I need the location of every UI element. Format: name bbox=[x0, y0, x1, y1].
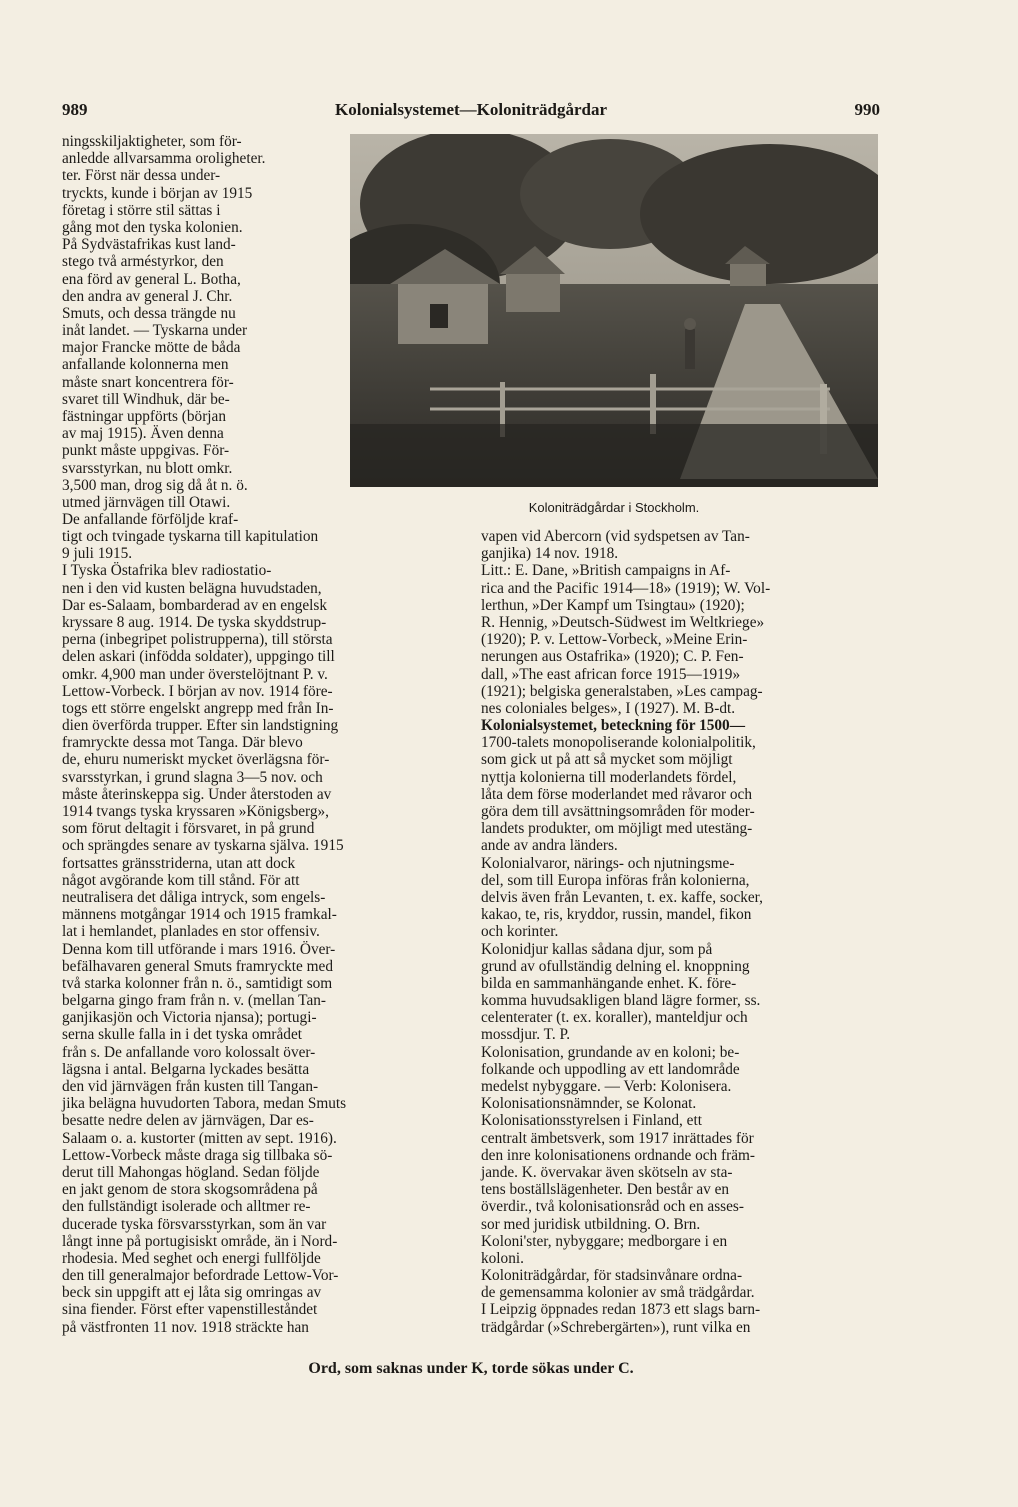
text-line: Koloniträdgårdar, för stadsinvånare ordna- bbox=[481, 1267, 743, 1285]
text-line: nyttja kolonierna till moderlandets fördel, bbox=[481, 768, 737, 786]
left-column-top bbox=[62, 133, 265, 528]
text-line: ter. Först när dessa under- bbox=[62, 167, 221, 185]
text-line: lägsna i antal. Belgarna lyckades besätta bbox=[62, 1060, 310, 1078]
text-line: serna skulle falla in i det tyska området bbox=[62, 1026, 302, 1044]
running-header bbox=[62, 100, 880, 124]
right-column bbox=[481, 528, 770, 1336]
text-line: överdir., två kolonisationsråd och en asses- bbox=[481, 1198, 744, 1216]
text-line: delvis även från Levanten, t. ex. kaffe, socker, bbox=[481, 888, 763, 906]
text-line: R. Hennig, »Deutsch-Südwest im Weltkriege» bbox=[481, 613, 765, 631]
garden-photo-illustration bbox=[350, 134, 878, 487]
text-line: tryckts, kunde i början av 1915 bbox=[62, 184, 253, 202]
text-line: befälhavaren general Smuts framryckte med bbox=[62, 957, 333, 975]
page-number-left: 989 bbox=[62, 100, 88, 119]
text-line: sina fiender. Först efter vapenstilleståndet bbox=[62, 1301, 318, 1319]
text-line: rica and the Pacific 1914—18» (1919); W. Vol- bbox=[481, 579, 771, 597]
text-line: Lettow-Vorbeck. I början av nov. 1914 före- bbox=[62, 682, 333, 700]
text-line: I Tyska Östafrika blev radiostatio- bbox=[62, 562, 272, 580]
left-column-bottom bbox=[62, 528, 346, 1336]
text-line: långt inne på portugisiskt område, än i Nord- bbox=[62, 1232, 338, 1250]
text-line: och korinter. bbox=[481, 923, 559, 941]
text-line: Salaam o. a. kustorter (mitten av sept. 1916). bbox=[62, 1129, 337, 1147]
text-line: nerungen aus Ostafrika» (1920); C. P. Fen- bbox=[481, 648, 744, 666]
text-line: den andra av general J. Chr. bbox=[62, 287, 233, 305]
text-line: ningsskiljaktigheter, som för- bbox=[62, 133, 242, 150]
text-line: omkr. 4,900 man under överstelöjtnant P. v. bbox=[62, 665, 328, 683]
text-line: De anfallande förföljde kraf- bbox=[62, 511, 239, 529]
text-line: de gemensamma kolonier av små trädgårdar. bbox=[481, 1284, 755, 1302]
text-line: gång mot den tyska kolonien. bbox=[62, 218, 243, 236]
text-line: den till generalmajor befordrade Lettow-Vor- bbox=[62, 1267, 339, 1285]
text-line: anfallande kolonnerna men bbox=[62, 356, 229, 374]
text-line: centralt ämbetsverk, som 1917 inrättades för bbox=[481, 1129, 754, 1147]
text-line: vapen vid Abercorn (vid sydspetsen av Tan- bbox=[481, 528, 750, 545]
text-line: togs ett större engelskt angrepp med från In- bbox=[62, 699, 334, 717]
text-line: dien överförda trupper. Efter sin landstigning bbox=[62, 717, 339, 735]
text-line: männens motgångar 1914 och 1915 framkal- bbox=[62, 906, 337, 924]
text-line: något avgörande kom till stånd. För att bbox=[62, 871, 300, 889]
text-line: mossdjur. T. P. bbox=[481, 1026, 571, 1044]
text-line: medelst nybyggare. — Verb: Kolonisera. bbox=[481, 1078, 732, 1095]
text-line: utmed järnvägen till Otawi. bbox=[62, 493, 231, 511]
text-line: Kolonialvaror, närings- och njutningsme- bbox=[481, 854, 735, 872]
text-line: Litt.: E. Dane, »British campaigns in Af- bbox=[481, 562, 731, 580]
text-line: del, som till Europa införas från kolonierna, bbox=[481, 871, 750, 889]
text-line: Dar es-Salaam, bombarderad av en engelsk bbox=[62, 596, 328, 614]
text-line: grund av ofullständig delning el. knoppning bbox=[481, 957, 750, 975]
text-line: svarsstyrkan, i grund slagna 3—5 nov. och bbox=[62, 768, 323, 786]
text-line: belgarna gingo fram från n. v. (mellan Tan- bbox=[62, 992, 326, 1010]
text-line: Koloni'ster, nybyggare; medborgare i en bbox=[481, 1232, 728, 1250]
text-line: tigt och tvingade tyskarna till kapitulation bbox=[62, 528, 319, 545]
text-line: perna (inbegripet polistrupperna), till största bbox=[62, 631, 333, 649]
text-line: två starka kolonner från n. ö., samtidigt som bbox=[62, 974, 333, 992]
text-line: koloni. bbox=[481, 1249, 524, 1267]
text-line: som gick ut på att så mycket som möjligt bbox=[481, 751, 733, 769]
page-number-right: 990 bbox=[854, 100, 880, 119]
garden-photograph bbox=[350, 134, 878, 487]
text-line: ganjika) 14 nov. 1918. bbox=[481, 545, 619, 563]
text-line: ducerade tyska försvarsstyrkan, som än var bbox=[62, 1215, 327, 1233]
text-line: folkande och uppodling av ett landområde bbox=[481, 1060, 740, 1078]
text-line: från s. De anfallande voro kolossalt över- bbox=[62, 1043, 316, 1061]
text-line: inåt landet. — Tyskarna under bbox=[62, 322, 248, 340]
text-line: svaret till Windhuk, där be- bbox=[62, 390, 230, 408]
text-line: Kolonisationsstyrelsen i Finland, ett bbox=[481, 1112, 702, 1130]
text-line: beck sin uppgift att ej låta sig omringas av bbox=[62, 1284, 322, 1302]
text-line: svarsstyrkan, nu blott omkr. bbox=[62, 459, 233, 477]
text-line: stego två arméstyrkor, den bbox=[62, 253, 224, 271]
text-line: den vid järnvägen från kusten till Tangan- bbox=[62, 1078, 319, 1095]
text-line: På Sydvästafrikas kust land- bbox=[62, 236, 236, 254]
text-line: lerthun, »Der Kampf um Tsingtau» (1920); bbox=[481, 596, 745, 614]
text-line: ena förd av general L. Botha, bbox=[62, 270, 241, 288]
text-line: komma huvudsakligen bland lägre former, ss. bbox=[481, 992, 761, 1010]
text-line: den inre kolonisationens ordnande och främ- bbox=[481, 1146, 755, 1164]
text-line: den fullständigt isolerade och alltmer re- bbox=[62, 1198, 311, 1216]
text-line: 9 juli 1915. bbox=[62, 545, 133, 563]
text-line: rhodesia. Med seghet och energi fullföljde bbox=[62, 1249, 321, 1267]
text-line: neutralisera det dåliga intryck, som engels- bbox=[62, 888, 326, 906]
text-line: trädgårdar (»Schrebergärten»), runt vilka en bbox=[481, 1318, 751, 1336]
text-line: Kolonisation, grundande av en koloni; be- bbox=[481, 1043, 740, 1061]
text-line: ande av andra länders. bbox=[481, 837, 618, 855]
text-line: ganjikasjön och Victoria njansa); portugi- bbox=[62, 1009, 317, 1027]
text-line: kryssare 8 aug. 1914. De tyska skyddstrup- bbox=[62, 613, 327, 631]
running-title: Kolonialsystemet—Koloniträdgårdar bbox=[335, 100, 607, 119]
text-line: jande. K. övervakar även skötseln av sta- bbox=[481, 1163, 733, 1181]
text-line: (1921); belgiska generalstaben, »Les campag- bbox=[481, 682, 763, 700]
text-line: Kolonisationsnämnder, se Kolonat. bbox=[481, 1095, 697, 1113]
text-line: derut till Mahongas högland. Sedan följde bbox=[62, 1163, 320, 1181]
text-line: major Francke mötte de båda bbox=[62, 339, 241, 357]
text-line: sor med juridisk utbildning. O. Brn. bbox=[481, 1215, 701, 1233]
text-line: av maj 1915). Även denna bbox=[62, 425, 224, 443]
text-line: måste snart koncentrera för- bbox=[62, 373, 234, 391]
text-line: kakao, te, ris, kryddor, russin, mandel, fikon bbox=[481, 906, 752, 924]
text-line: en jakt genom de stora skogsområdena på bbox=[62, 1181, 318, 1199]
text-line: och sprängdes senare av tyskarna själva. 1915 bbox=[62, 837, 344, 855]
photo-caption: Koloniträdgårdar i Stockholm. bbox=[528, 500, 700, 515]
text-line: punkt måste uppgivas. För- bbox=[62, 442, 230, 460]
text-line: Denna kom till utförande i mars 1916. Över- bbox=[62, 940, 336, 958]
text-line: Kolonialsystemet, beteckning för 1500— bbox=[481, 717, 745, 735]
text-line: nes coloniales belges», I (1927). M. B-dt. bbox=[481, 699, 736, 717]
text-line: 1914 tvangs tyska kryssaren »Königsberg», bbox=[62, 803, 329, 820]
text-line: lat i hemlandet, planlades en stor offensiv. bbox=[62, 923, 320, 941]
text-line: (1920); P. v. Lettow-Vorbeck, »Meine Erin- bbox=[481, 631, 748, 649]
text-line: 1700-talets monopoliserande kolonialpolitik, bbox=[481, 734, 756, 752]
text-line: bilda en sammanhängande enhet. K. före- bbox=[481, 974, 737, 992]
text-line: fortsattes gränsstriderna, utan att dock bbox=[62, 854, 296, 872]
text-line: nen i den vid kusten belägna huvudstaden, bbox=[62, 579, 322, 597]
text-line: på västfronten 11 nov. 1918 sträckte han bbox=[62, 1318, 309, 1336]
text-line: låta dem förse moderlandet med råvaror och bbox=[481, 785, 752, 803]
text-line: besatte nedre delen av järnvägen, Dar es- bbox=[62, 1112, 314, 1130]
text-line: de, ehuru numeriskt mycket överlägsna för- bbox=[62, 751, 330, 769]
text-line: jika belägna huvudorten Tabora, medan Smuts bbox=[62, 1095, 347, 1113]
page-footer-note: Ord, som saknas under K, torde sökas under C. bbox=[308, 1360, 634, 1377]
text-line: Kolonidjur kallas sådana djur, som på bbox=[481, 940, 713, 958]
text-line: 3,500 man, drog sig då åt n. ö. bbox=[62, 476, 248, 494]
text-line: I Leipzig öppnades redan 1873 ett slags barn- bbox=[481, 1301, 761, 1319]
text-line: dall, »The east african force 1915—1919» bbox=[481, 665, 741, 683]
text-line: Lettow-Vorbeck måste draga sig tillbaka sö- bbox=[62, 1146, 333, 1164]
text-line: delen askari (infödda soldater), uppgingo till bbox=[62, 648, 335, 666]
text-line: som förut deltagit i försvaret, in på grund bbox=[62, 820, 315, 838]
text-line: framryckte dessa mot Tanga. Där blevo bbox=[62, 734, 303, 752]
text-line: tens boställslägenheter. Den består av en bbox=[481, 1181, 730, 1199]
text-line: företag i större stil sättas i bbox=[62, 201, 221, 219]
text-line: göra dem till avsättningsområden för moder- bbox=[481, 803, 755, 820]
text-line: landets produkter, om möjligt med utestäng- bbox=[481, 820, 753, 838]
text-line: Smuts, och dessa trängde nu bbox=[62, 304, 236, 322]
text-line: anledde allvarsamma oroligheter. bbox=[62, 150, 266, 168]
text-line: måste återinskeppa sig. Under återstoden av bbox=[62, 785, 332, 803]
text-line: fästningar uppförts (början bbox=[62, 408, 226, 425]
text-line: celenterater (t. ex. koraller), manteldjur och bbox=[481, 1009, 748, 1027]
